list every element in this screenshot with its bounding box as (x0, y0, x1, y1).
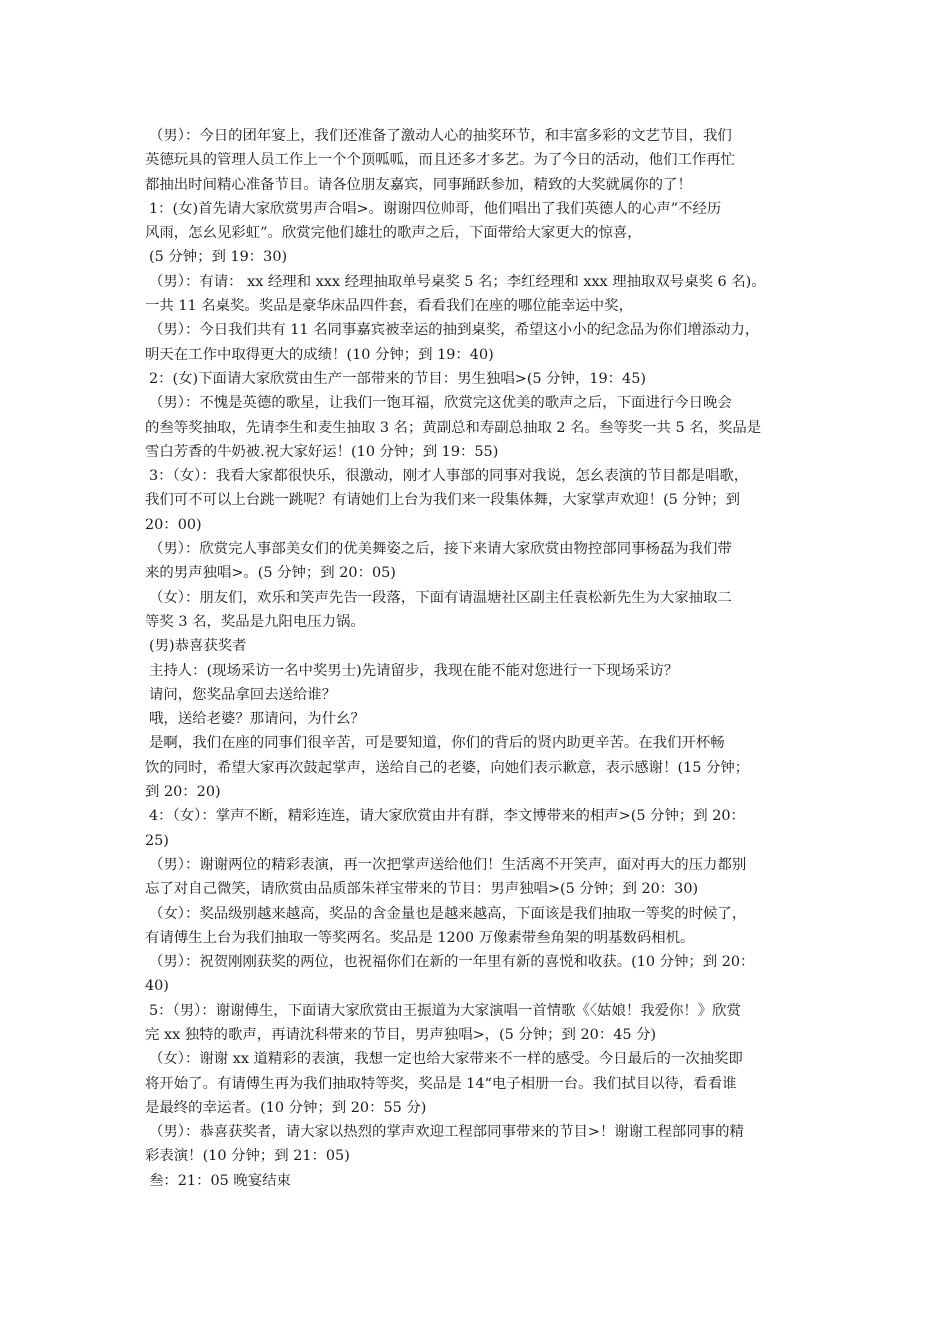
text-line: 完 xx 独特的歌声，再请沈科带来的节目，男声独唱>，(5 分钟；到 20：45 分) (145, 1026, 657, 1043)
text-line: （女）：奖品级别越来越高，奖品的含金量也是越来越高，下面该是我们抽取一等奖的时候了， (149, 905, 747, 922)
text-line: 20：00) (145, 516, 202, 533)
text-line: （男）：谢谢两位的精彩表演，再一次把掌声送给他们！生活离不开笑声，面对再大的压力都别 (149, 856, 747, 873)
text-line: 我们可不可以上台跳一跳呢？有请她们上台为我们来一段集体舞，大家掌声欢迎！(5 分钟；到 (145, 492, 740, 509)
text-line: 4：（女）：掌声不断，精彩连连，请大家欣赏由井有群，李文博带来的相声>(5 分钟；到 20： (149, 808, 745, 825)
text-line: 英德玩具的管理人员工作上一个个顶呱呱，而且还多才多艺。为了今日的活动，他们工作再忙 (145, 152, 736, 169)
text-line: 等奖 3 名，奖品是九阳电压力锅。 (145, 613, 365, 630)
text-line: 明天在工作中取得更大的成绩！(10 分钟；到 19：40) (145, 346, 494, 363)
text-line: 雪白芳香的牛奶被.祝大家好运！(10 分钟；到 19：55) (145, 443, 499, 460)
text-line: 3：（女）：我看大家都很快乐，很激动，刚才人事部的同事对我说，怎幺表演的节目都是唱歌， (149, 468, 749, 485)
text-line: 将开始了。有请傅生再为我们抽取特等奖，奖品是 14“电子相册一台。我们拭目以待，看看谁 (145, 1075, 737, 1092)
text-line: （女）：谢谢 xx 道精彩的表演，我想一定也给大家带来不一样的感受。今日最后的一次抽奖即 (149, 1051, 743, 1068)
text-line: 一共 11 名桌奖。奖品是豪华床品四件套，看看我们在座的哪位能幸运中奖， (145, 298, 633, 315)
text-line: 都抽出时间精心准备节目。请各位朋友嘉宾，同事踊跃参加，精致的大奖就属你的了！ (145, 176, 692, 193)
text-line: 是啊，我们在座的同事们很辛苦，可是要知道，你们的背后的贤内助更辛苦。在我们开杯畅 (149, 735, 725, 752)
text-line: （男）：祝贺刚刚获奖的两位，也祝福你们在新的一年里有新的喜悦和收获。(10 分钟；到 20： (149, 954, 755, 971)
text-line: 40) (145, 978, 169, 995)
text-line: (男)恭喜获奖者 (149, 638, 247, 655)
document-body (145, 124, 805, 1193)
text-line: 哦，送给老婆？那请问，为什幺？ (149, 711, 365, 728)
text-line: (5 分钟；到 19：30) (149, 249, 288, 266)
text-line: 1：(女)首先请大家欣赏男声合唱>。谢谢四位帅哥，他们唱出了我们英德人的心声”不经历 (149, 200, 722, 217)
text-line: 忘了对自己微笑，请欣赏由品质部朱祥宝带来的节目：男声独唱>(5 分钟；到 20：30) (145, 881, 699, 898)
text-line: （男）：今日的团年宴上，我们还准备了激动人心的抽奖环节，和丰富多彩的文艺节目，我们 (149, 128, 732, 144)
text-line: 叁：21：05 晚宴结束 (149, 1172, 291, 1189)
text-line: 来的男声独唱>。(5 分钟；到 20：05) (145, 565, 396, 582)
text-line: 彩表演！(10 分钟；到 21：05) (145, 1148, 350, 1165)
text-line: 的叁等奖抽取，先请李生和麦生抽取 3 名；黄副总和寿副总抽取 2 名。叁等奖一共 5 名，奖品是 (145, 419, 762, 436)
text-line: （男）：今日我们共有 11 名同事嘉宾被幸运的抽到桌奖，希望这小小的纪念品为你们增添动力， (149, 322, 760, 339)
text-line: （男）：有请： xx 经理和 xxx 经理抽取单号桌奖 5 名；李红经理和 xxx 理抽取双号桌奖 6 名)。 (149, 273, 766, 290)
text-line: 饮的同时，希望大家再次鼓起掌声，送给自己的老婆，向她们表示歉意，表示感谢！(15 分钟； (145, 759, 750, 776)
text-line: （女）：朋友们，欢乐和笑声先告一段落，下面有请温塘社区副主任袁松新先生为大家抽取二 (149, 589, 732, 606)
text-line: 到 20：20) (145, 784, 221, 801)
text-line: 有请傅生上台为我们抽取一等奖两名。奖品是 1200 万像素带叁角架的明基数码相机。 (145, 929, 695, 946)
text-line: 是最终的幸运者。(10 分钟；到 20：55 分) (145, 1099, 427, 1116)
text-line: 2：(女)下面请大家欣赏由生产一部带来的节目：男生独唱>(5 分钟，19：45) (149, 370, 646, 387)
text-line: 风雨，怎幺见彩虹”。欣赏完他们雄壮的歌声之后，下面带给大家更大的惊喜， (145, 225, 642, 242)
text-line: 主持人：(现场采访一名中奖男士)先请留步，我现在能不能对您进行一下现场采访？ (149, 662, 679, 679)
text-line: （男）：欣赏完人事部美女们的优美舞姿之后，接下来请大家欣赏由物控部同事杨磊为我们带 (149, 541, 732, 558)
text-line: 请问，您奖品拿回去送给谁？ (149, 686, 337, 703)
text-line: 5：（男）：谢谢傅生，下面请大家欣赏由王振道为大家演唱一首情歌《〈姑娘！我爱你！》欣赏 (149, 1002, 741, 1019)
text-line: 25) (145, 832, 169, 849)
text-line: （男）：恭喜获奖者，请大家以热烈的掌声欢迎工程部同事带来的节目>！谢谢工程部同事的精 (149, 1124, 744, 1141)
text-line: （男）：不愧是英德的歌星，让我们一饱耳福，欣赏完这优美的歌声之后，下面进行今日晚会 (149, 395, 732, 412)
